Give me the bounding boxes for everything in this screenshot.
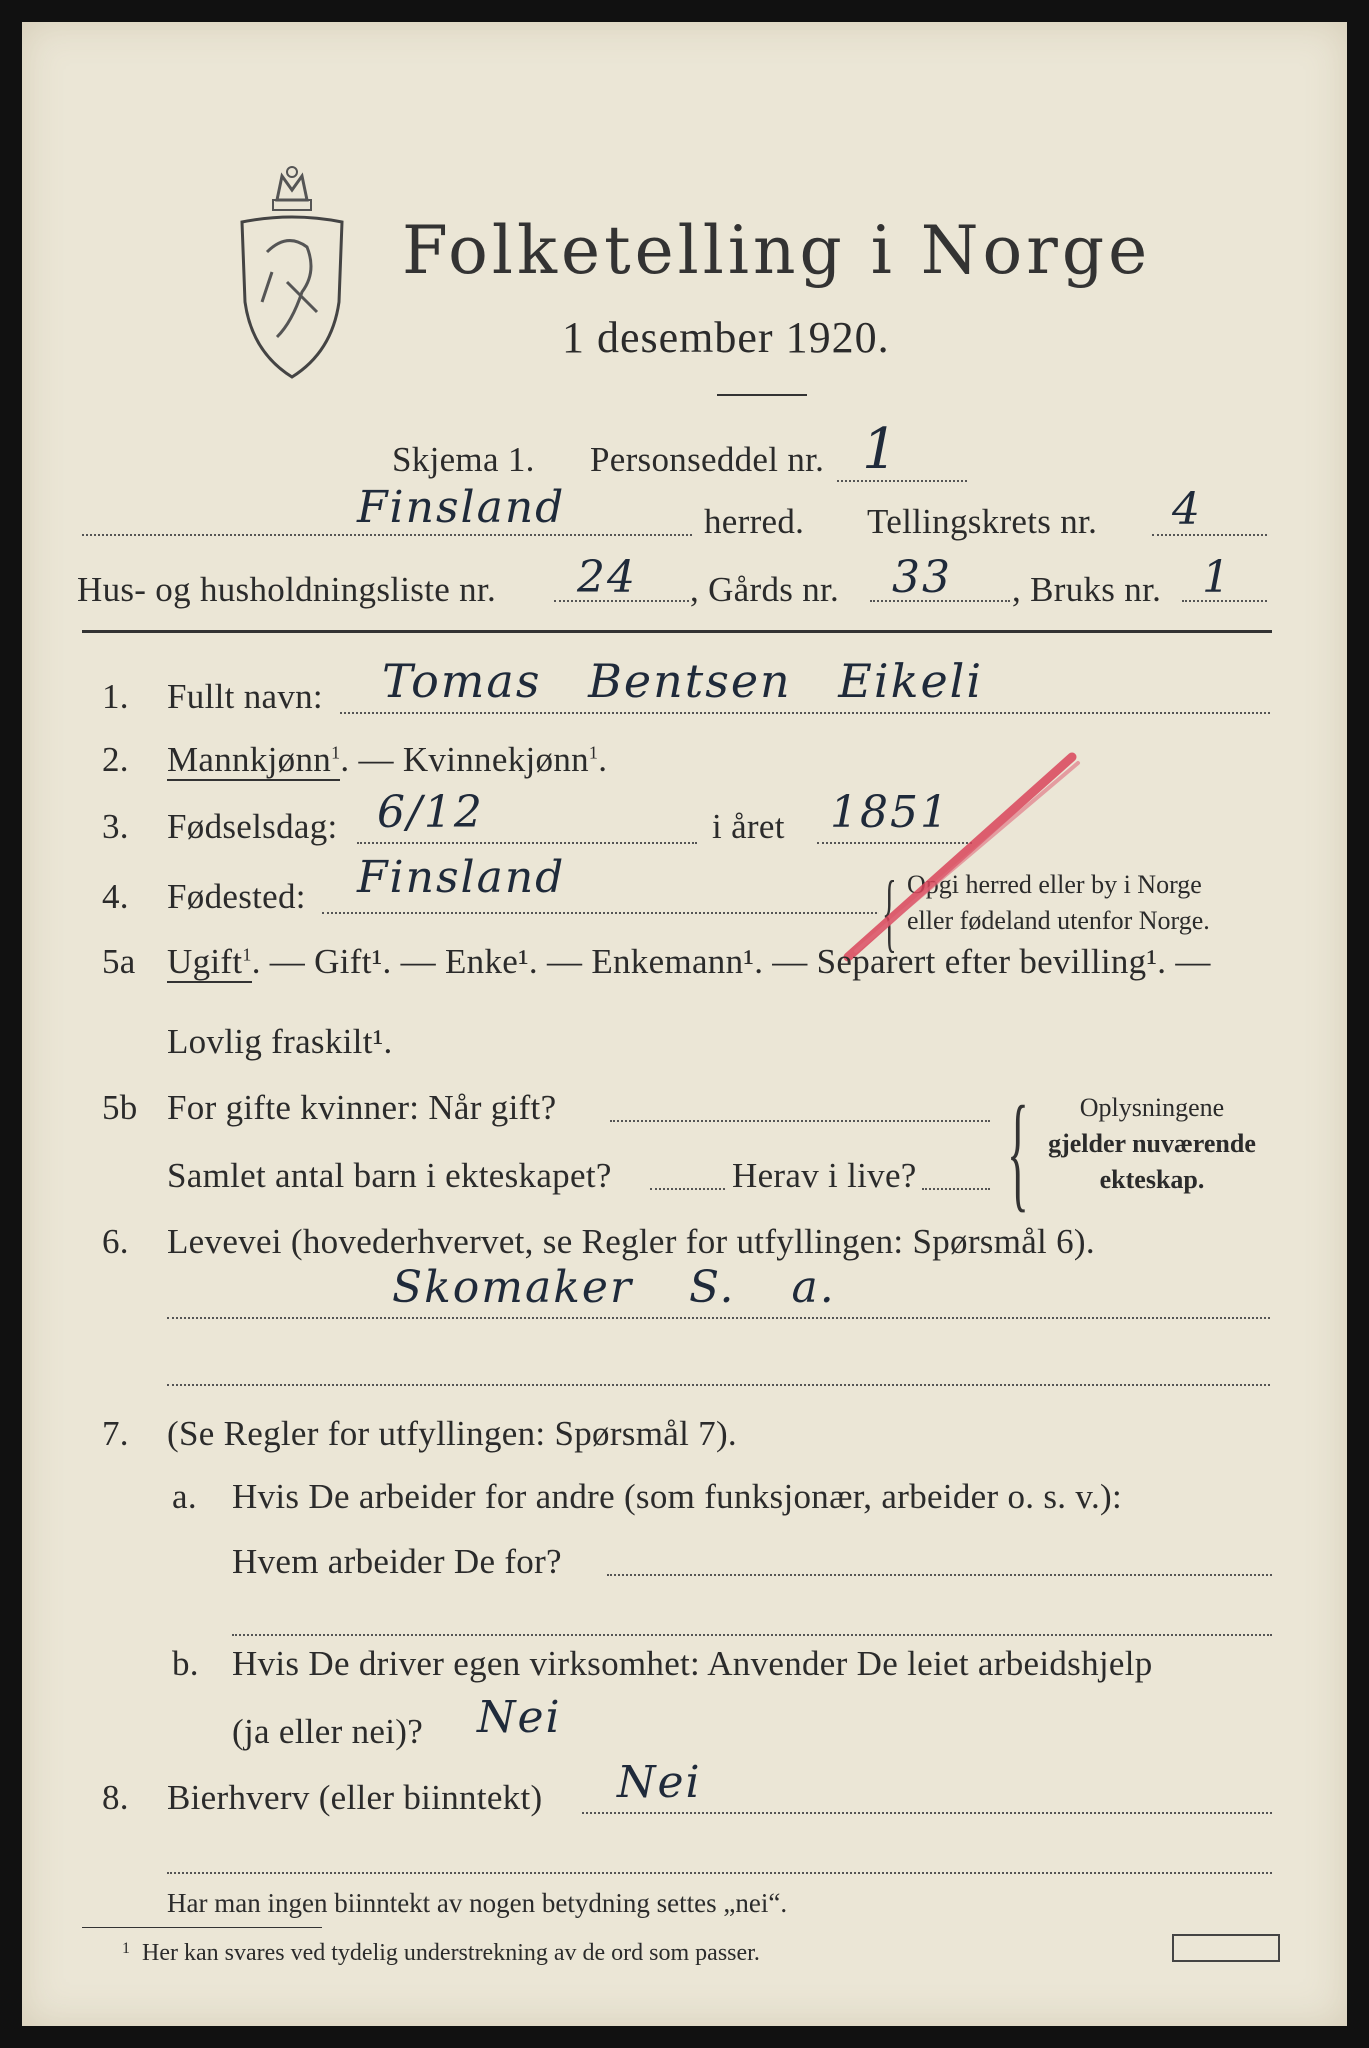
q4-note: Opgi herred eller by i Norge eller fødeland utenfor Norge. [907,870,1210,935]
q7-label: (Se Regler for utfyllingen: Spørsmål 7). [167,1414,737,1453]
tellingskrets-label: Tellingskrets nr. [867,502,1098,541]
tellingskrets-line [1152,534,1267,536]
q8-value: Nei [617,1757,702,1808]
q2-number: 2. [102,740,129,779]
q7b-question: (ja eller nei)? [232,1712,424,1751]
q5a-number: 5a [102,942,136,981]
q7a-letter: a. [172,1477,197,1516]
q5b-line1: For gifte kvinner: Når gift? [167,1088,557,1127]
q4-line [322,912,877,914]
q3-year-value: 1851 [830,787,950,838]
q7a-question: Hvem arbeider De for? [232,1542,562,1581]
q6-line-2 [167,1384,1270,1386]
q1-line [340,712,1270,714]
herred-label: herred. [704,502,805,541]
schema-label: Skjema 1. [392,440,535,479]
q5b-married-line [610,1120,990,1122]
q5b-alive-line [922,1188,990,1190]
q2-male-option: Mannkjønn$^1$ [167,740,341,779]
q8-line-1 [582,1812,1272,1814]
footnote-divider [82,1927,322,1928]
no-income-note: Har man ingen biinntekt av nogen betydning settes „nei“. [167,1888,788,1918]
q5b-note-brace: { [1007,1080,1029,1224]
q5b-number: 5b [102,1088,138,1127]
q6-line-1 [167,1317,1270,1319]
q8-number: 8. [102,1778,129,1817]
q4-label: Fødested: [167,877,306,916]
census-form [22,22,1347,2026]
q8-line-2 [167,1872,1272,1874]
header-divider [82,630,1272,633]
q3-line [357,842,697,844]
red-strike-mark [842,737,1092,972]
q7b-value: Nei [477,1692,562,1743]
q7a-line-2 [232,1634,1272,1636]
q7a-text: Hvis De arbeider for andre (som funksjonær, arbeider o. s. v.): [232,1477,1122,1516]
q2-female-option: Kvinnekjønn [402,740,589,779]
q3-number: 3. [102,807,129,846]
q4-note-brace: { [882,864,897,961]
q5a-ugift-option: Ugift$^1$ [167,942,252,981]
husliste-value: 24 [577,552,637,603]
norway-coat-of-arms-icon [237,162,347,387]
q1-number: 1. [102,677,129,716]
q7a-line-1 [607,1574,1272,1576]
q8-label: Bierhverv (eller biinntekt) [167,1778,543,1817]
herred-value: Finsland [357,482,566,533]
bruks-label: , Bruks nr. [1012,570,1162,609]
q2-options: Mannkjønn$^1$. — Kvinnekjønn$^1$. [167,740,608,779]
q6-value: Skomaker S. a. [392,1262,836,1313]
q7b-letter: b. [172,1644,199,1683]
form-title: Folketelling i Norge [402,212,1152,289]
tellingskrets-value: 4 [1172,484,1202,535]
census-date: 1 desember 1920. [562,313,890,362]
q4-value: Finsland [357,852,566,903]
q4-number: 4. [102,877,129,916]
footnote: $^1$ Her kan svares ved tydelig understrekning av de ord som passer. [122,1940,760,1966]
q5b-children-label: Samlet antal barn i ekteskapet? [167,1156,612,1195]
q3-label: Fødselsdag: [167,807,338,846]
q6-number: 6. [102,1222,129,1261]
q5b-note: Oplysningene gjelder nuværende ekteskap. [1048,1093,1256,1194]
q1-value: Tomas Bentsen Eikeli [382,654,984,708]
title-divider [717,394,807,396]
personseddel-line [837,480,967,482]
herred-line [82,534,692,536]
husliste-label: Hus- og husholdningsliste nr. [77,570,496,609]
personseddel-label: Personseddel nr. [590,440,825,479]
q1-label: Fullt navn: [167,677,323,716]
q5b-alive-label: Herav i live? [732,1156,917,1195]
gards-value: 33 [892,552,952,603]
gards-label: , Gårds nr. [690,570,840,609]
bruks-value: 1 [1202,552,1232,603]
personseddel-value: 1 [862,417,900,482]
q7-number: 7. [102,1414,129,1453]
q5b-children-line [650,1188,725,1190]
q6-label: Levevei (hovederhvervet, se Regler for utfyllingen: Spørsmål 6). [167,1222,1095,1261]
q7b-text: Hvis De driver egen virksomhet: Anvender De leiet arbeidshjelp [232,1644,1153,1683]
printer-stamp [1172,1934,1280,1962]
q3-year-label: i året [712,807,785,846]
q5a-options: Ugift$^1$. — Gift¹. — Enke¹. — Enkemann¹. — Separert efter bevilling¹. — [167,942,1211,981]
q5a-line2: Lovlig fraskilt¹. [167,1022,393,1061]
q3-value: 6/12 [377,787,484,838]
